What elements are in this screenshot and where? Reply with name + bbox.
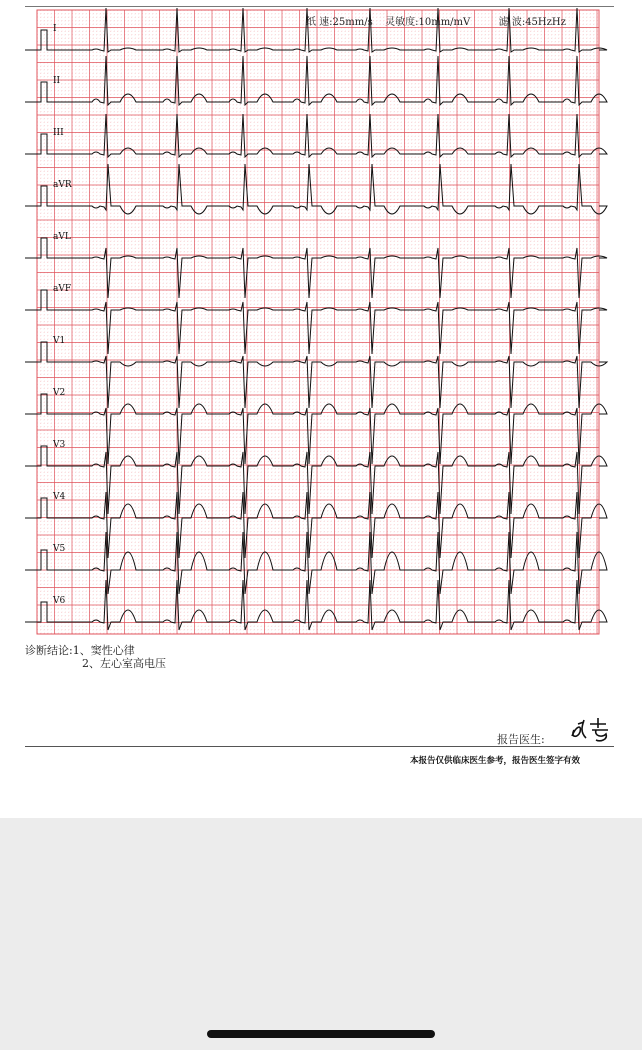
diagnosis-line-2: 2、左心室高电压	[82, 657, 166, 670]
disclaimer: 本报告仅供临床医生参考，报告医生签字有效	[410, 756, 581, 766]
ecg-traces	[25, 8, 607, 630]
ecg-trace-avf	[25, 290, 607, 354]
lead-label-v5: V5	[53, 544, 66, 554]
lead-label-ii: II	[53, 76, 61, 86]
ecg-trace-avr	[25, 164, 607, 214]
ecg-trace-v3	[25, 446, 607, 514]
lead-label-v2: V2	[53, 388, 66, 398]
recording-parameters	[306, 13, 566, 28]
lead-label-avr: aVR	[53, 180, 72, 190]
filter: 滤 波:45HzHz	[498, 17, 566, 28]
ecg-trace-iii	[25, 114, 607, 157]
home-indicator[interactable]	[207, 1030, 435, 1038]
lead-label-avf: aVF	[53, 284, 72, 294]
ecg-trace-v1	[25, 342, 607, 408]
lead-label-iii: III	[53, 128, 64, 138]
lead-label-v1: V1	[53, 336, 66, 346]
doctor-signature	[566, 716, 612, 744]
diagnosis	[25, 644, 166, 670]
ecg-trace-v5	[25, 532, 607, 594]
lead-label-avl: aVL	[53, 232, 71, 242]
ecg-trace-v2	[25, 394, 607, 464]
lead-label-v4: V4	[53, 492, 66, 502]
doctor-label: 报告医生:	[497, 733, 545, 746]
bottom-rule	[25, 746, 614, 747]
sensitivity: 灵敏度:10mm/mV	[385, 17, 471, 28]
diagnosis-line-1: 诊断结论:1、窦性心律	[25, 644, 135, 657]
lead-label-v6: V6	[53, 596, 66, 606]
grid-major	[37, 10, 599, 634]
lead-label-v3: V3	[53, 440, 66, 450]
ecg-trace-v4	[25, 492, 607, 558]
lead-label-i: I	[53, 24, 57, 34]
ecg-trace-avl	[25, 238, 607, 298]
paper-speed: 纸 速:25mm/s	[306, 17, 373, 28]
grid-border	[37, 10, 599, 634]
grid-minor	[37, 10, 599, 634]
